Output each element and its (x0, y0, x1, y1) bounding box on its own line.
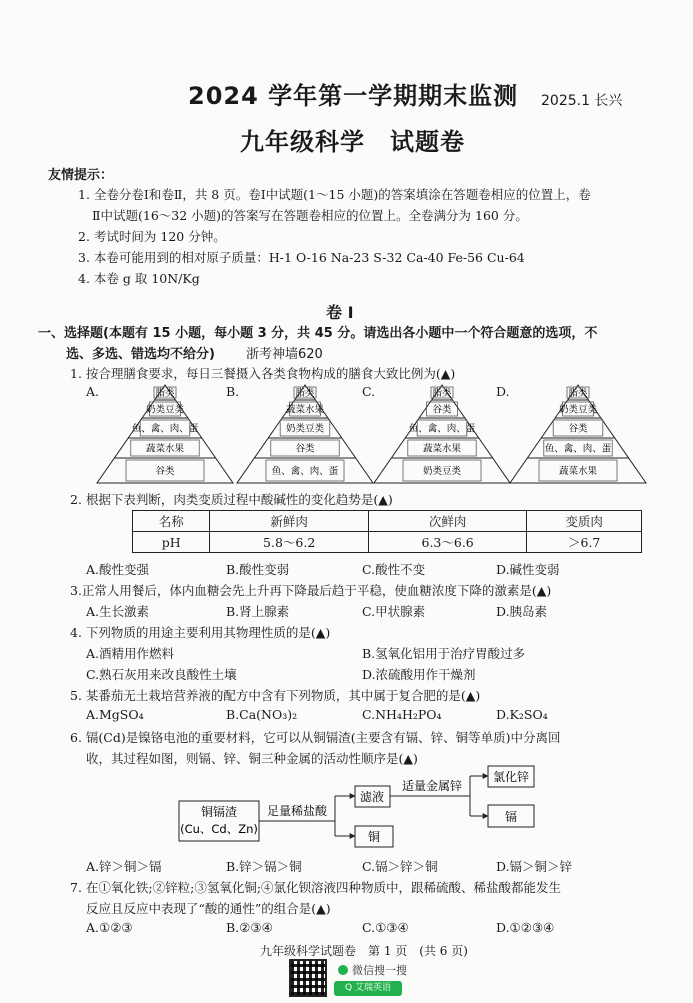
q6-option-c: C.镉＞锌＞铜 (362, 859, 438, 874)
q4-option-a: A.酒精用作燃料 (86, 646, 175, 661)
start-label: 铜镉渣 (200, 805, 238, 819)
copper-label: 铜 (367, 830, 381, 844)
pyramid-layer-label: 鱼、禽、肉、蛋 (271, 466, 339, 477)
qr-code (289, 959, 327, 997)
pyramid-layer-label: 蔬菜水果 (422, 443, 462, 455)
q2-option-c: C.酸性不变 (362, 562, 426, 577)
pyramid-layer-label: 奶类豆类 (558, 404, 598, 416)
q6-option-b: B.锌＞镉＞铜 (226, 859, 302, 874)
search-button[interactable]: Q 艾瑞英语 (334, 981, 402, 996)
q7-option-d: D.①②③④ (496, 920, 555, 935)
table-cell: pH (133, 532, 210, 553)
section-heading-cont: 选、多选、错选均不给分) (66, 347, 215, 362)
table-cell: 6.3～6.6 (368, 532, 526, 553)
reagent-label-1: 足量稀盐酸 (266, 804, 328, 818)
question-1-stem: 1. 按合理膳食要求，每日三餐摄入各类食物构成的膳食大致比例为(▲) (70, 366, 456, 381)
table-header-cell: 次鲜肉 (368, 511, 526, 532)
q7-option-c: C.①③④ (362, 920, 409, 935)
q2-option-b: B.酸性变弱 (226, 562, 290, 577)
table-cell: ＞6.7 (527, 532, 642, 553)
pyramid-layer-label: 鱼、禽、肉、蛋 (408, 423, 476, 435)
exam-date: 2025.1 长兴 (541, 93, 623, 109)
table-header-cell: 变质肉 (527, 511, 642, 532)
pyramid-layer-label: 谷类 (295, 443, 315, 455)
table-cell: 5.8～6.2 (210, 532, 368, 553)
q7-option-b: B.②③④ (226, 920, 273, 935)
section-heading: 一、选择题(本题有 15 小题，每小题 3 分，共 45 分。请选出各小题中一个符合题意的选项，不 (38, 326, 598, 341)
pyramid-layer-label: 脂类 (155, 388, 175, 399)
tip-line: 1. 全卷分卷Ⅰ和卷Ⅱ，共 8 页。卷Ⅰ中试题(1～15 小题)的答案填涂在答题卷相应的位置上，卷 (78, 187, 591, 202)
start-label-formula: (Cu、Cd、Zn) (180, 822, 258, 836)
question-6-stem-cont: 收，其过程如图，则镉、锌、铜三种金属的活动性顺序是(▲) (86, 751, 418, 766)
q3-option-c: C.甲状腺素 (362, 604, 426, 619)
pyramid-layer-label: 鱼、禽、肉、蛋 (544, 443, 612, 455)
q1-option-d-letter: D. (496, 384, 510, 399)
q5-option-c: C.NH₄H₂PO₄ (362, 707, 442, 722)
tip-line: 3. 本卷可能用到的相对原子质量：H-1 O-16 Na-23 S-32 Ca-40 Fe-56 Cu-64 (78, 250, 525, 265)
question-3-stem: 3.正常人用餐后，体内血糖会先上升再下降最后趋于平稳，使血糖浓度下降的激素是(▲) (70, 583, 552, 598)
q5-option-b: B.Ca(NO₃)₂ (226, 707, 298, 722)
exam-subtitle: 九年级科学 试题卷 (240, 128, 465, 156)
question-2-stem: 2. 根据下表判断，肉类变质过程中酸碱性的变化趋势是(▲) (70, 492, 393, 507)
tip-line: Ⅱ中试题(16～32 小题)的答案写在答题卷相应的位置上。全卷满分为 160 分。 (92, 208, 528, 223)
volume-heading: 卷 Ⅰ (326, 303, 354, 322)
question-6-stem: 6. 镉(Cd)是镍铬电池的重要材料，它可以从铜镉渣(主要含有镉、锌、铜等单质)中分离回 (70, 730, 561, 745)
table-header-cell: 新鲜肉 (210, 511, 368, 532)
reagent-label-2: 适量金属锌 (401, 779, 463, 793)
q6-option-a: A.锌＞铜＞镉 (86, 859, 162, 874)
wechat-text: 微信搜一搜 (352, 964, 407, 977)
watermark-note: 浙考神墙620 (246, 347, 323, 362)
q5-option-a: A.MgSO₄ (86, 707, 144, 722)
q2-option-d: D.碱性变弱 (496, 562, 560, 577)
pyramid-layer-label: 蔬菜水果 (285, 404, 325, 416)
pyramid-layer-label: 脂类 (295, 388, 315, 399)
q4-option-d: D.浓硫酸用作干燥剂 (362, 667, 476, 682)
q1-option-c-letter: C. (362, 384, 376, 399)
wechat-search-label (338, 962, 407, 978)
question-7-stem-cont: 反应且反应中表现了“酸的通性”的组合是(▲) (86, 901, 331, 916)
pyramid-layer-label: 脂类 (568, 388, 588, 399)
pyramid-layer-label: 蔬菜水果 (145, 443, 185, 455)
filtrate-label: 滤液 (359, 790, 385, 804)
pyramid-layer-label: 谷类 (155, 466, 175, 477)
q4-option-c: C.熟石灰用来改良酸性土壤 (86, 667, 237, 682)
pyramid-layer-label: 奶类豆类 (285, 423, 325, 435)
pyramid-layer-label: 鱼、禽、肉、蛋 (131, 423, 199, 435)
question-5-stem: 5. 某番茄无土栽培营养液的配方中含有下列物质，其中属于复合肥的是(▲) (70, 688, 481, 703)
page-footer: 九年级科学试题卷 第 1 页 (共 6 页) (260, 944, 468, 958)
q3-option-d: D.胰岛素 (496, 604, 548, 619)
pyramid-layer-label: 谷类 (568, 423, 588, 435)
exam-title: 2024 学年第一学期期末监测 (188, 82, 519, 110)
q1-option-b-letter: B. (226, 384, 240, 399)
q4-option-b: B.氢氧化铝用于治疗胃酸过多 (362, 646, 526, 661)
q7-option-a: A.①②③ (86, 920, 133, 935)
tip-line: 4. 本卷 g 取 10N/Kg (78, 271, 200, 286)
pyramid-layer-label: 脂类 (432, 388, 452, 399)
zncl2-label: 氯化锌 (492, 770, 530, 784)
pyramid-layer-label: 奶类豆类 (422, 466, 462, 477)
pyramid-layer-label: 蔬菜水果 (558, 466, 598, 477)
table-header-cell: 名称 (133, 511, 210, 532)
q3-option-a: A.生长激素 (86, 604, 150, 619)
cadmium-label: 镉 (504, 810, 518, 824)
q3-option-b: B.肾上腺素 (226, 604, 290, 619)
question-4-stem: 4. 下列物质的用途主要利用其物理性质的是(▲) (70, 625, 331, 640)
pyramid-layer-label: 谷类 (432, 404, 452, 416)
q5-option-d: D.K₂SO₄ (496, 707, 548, 722)
q2-option-a: A.酸性变强 (86, 562, 150, 577)
q6-option-d: D.镉＞铜＞锌 (496, 859, 573, 874)
wechat-icon (338, 965, 348, 975)
q1-option-a-letter: A. (86, 384, 100, 399)
tips-heading: 友情提示： (48, 168, 114, 183)
question-7-stem: 7. 在①氧化铁;②锌粒;③氢氧化铜;④氯化钡溶液四种物质中，跟稀硫酸、稀盐酸都能发生 (70, 880, 562, 895)
tip-line: 2. 考试时间为 120 分钟。 (78, 229, 226, 244)
pyramid-layer-label: 奶类豆类 (145, 404, 185, 416)
